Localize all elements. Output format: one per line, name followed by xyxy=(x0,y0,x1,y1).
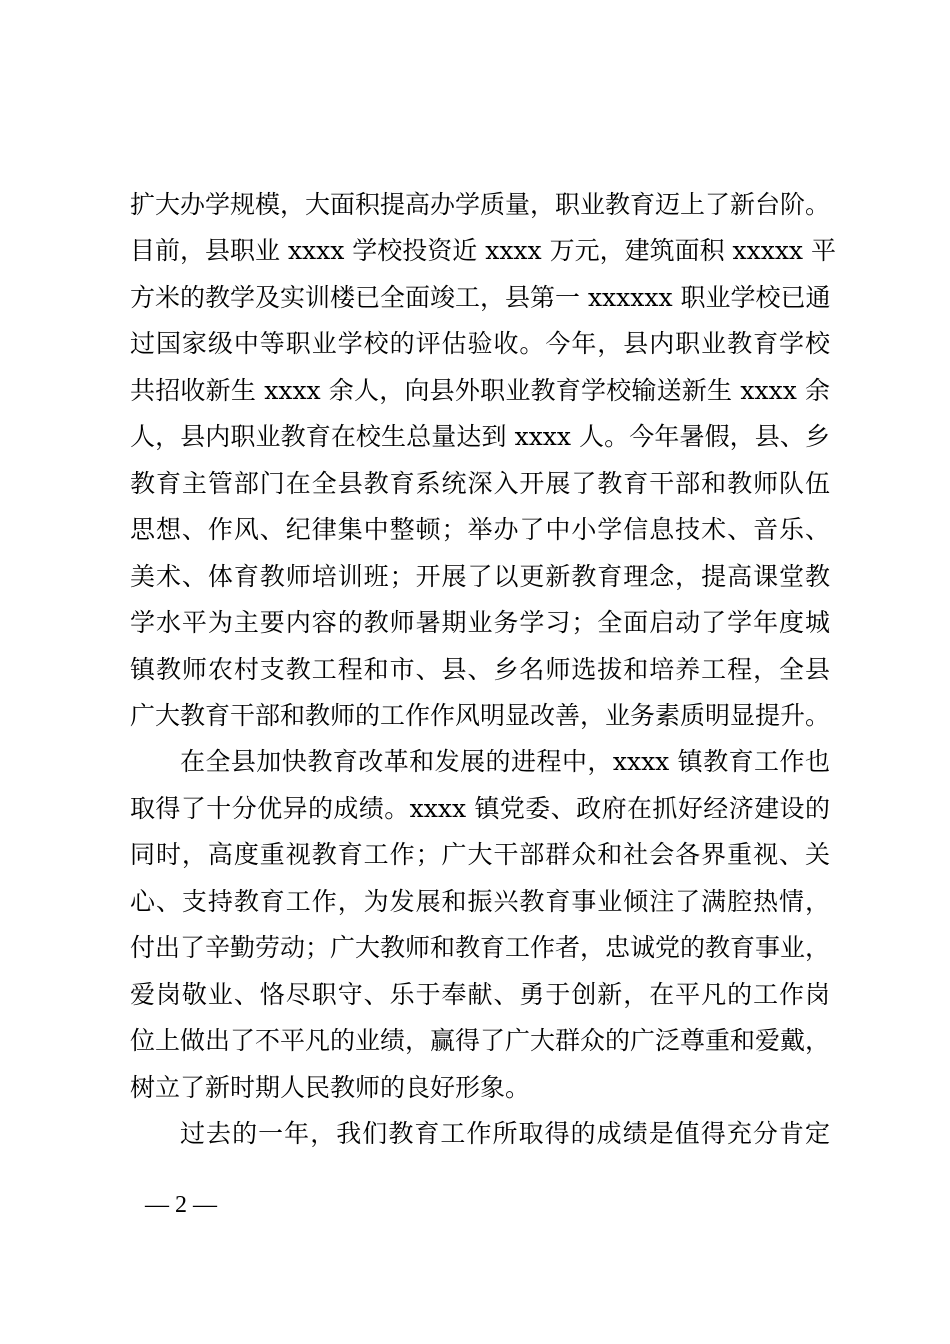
paragraph-1-line: 镇教师农村支教工程和市、县、乡名师选拔和培养工程，全县 xyxy=(130,654,830,684)
paragraph-2-line: 取得了十分优异的成绩。xxxx 镇党委、政府在抓好经济建设的 xyxy=(130,793,830,823)
paragraph-2-line: 同时，高度重视教育工作；广大干部群众和社会各界重视、关 xyxy=(130,840,830,870)
paragraph-1-line: 思想、作风、纪律集中整顿；举办了中小学信息技术、音乐、 xyxy=(130,515,830,545)
page-number: — 2 — xyxy=(145,1192,217,1218)
paragraph-1-line: 共招收新生 xxxx 余人，向县外职业教育学校输送新生 xxxx 余 xyxy=(130,375,830,405)
paragraph-1-line: 教育主管部门在全县教育系统深入开展了教育干部和教师队伍 xyxy=(130,468,830,498)
paragraph-1-line: 目前，县职业 xxxx 学校投资近 xxxx 万元，建筑面积 xxxxx 平 xyxy=(130,236,836,266)
paragraph-2-line: 树立了新时期人民教师的良好形象。 xyxy=(130,1072,531,1102)
paragraph-2-line: 爱岗敬业、恪尽职守、乐于奉献、勇于创新，在平凡的工作岗 xyxy=(130,979,830,1009)
paragraph-3-line: 过去的一年，我们教育工作所取得的成绩是值得充分肯定 xyxy=(180,1119,830,1148)
paragraph-2-line: 在全县加快教育改革和发展的进程中，xxxx 镇教育工作也 xyxy=(180,747,830,777)
paragraph-2-line: 付出了辛勤劳动；广大教师和教育工作者，忠诚党的教育事业， xyxy=(130,933,831,963)
paragraph-2-line: 位上做出了不平凡的业绩，赢得了广大群众的广泛尊重和爱戴， xyxy=(130,1026,831,1056)
paragraph-1-line: 学水平为主要内容的教师暑期业务学习；全面启动了学年度城 xyxy=(130,608,830,638)
paragraph-1-line: 扩大办学规模，大面积提高办学质量，职业教育迈上了新台阶。 xyxy=(130,190,831,219)
paragraph-1-line: 广大教育干部和教师的工作作风明显改善，业务素质明显提升。 xyxy=(130,700,831,730)
paragraph-2-line: 心、支持教育工作，为发展和振兴教育事业倾注了满腔热情， xyxy=(130,886,830,916)
paragraph-1-line: 方米的教学及实训楼已全面竣工，县第一 xxxxxx 职业学校已通 xyxy=(130,282,831,312)
paragraph-1-line: 美术、体育教师培训班；开展了以更新教育理念，提高课堂教 xyxy=(130,561,830,591)
paragraph-1-line: 人，县内职业教育在校生总量达到 xxxx 人。今年暑假，县、乡 xyxy=(130,422,830,452)
paragraph-1-line: 过国家级中等职业学校的评估验收。今年，县内职业教育学校 xyxy=(130,329,830,359)
